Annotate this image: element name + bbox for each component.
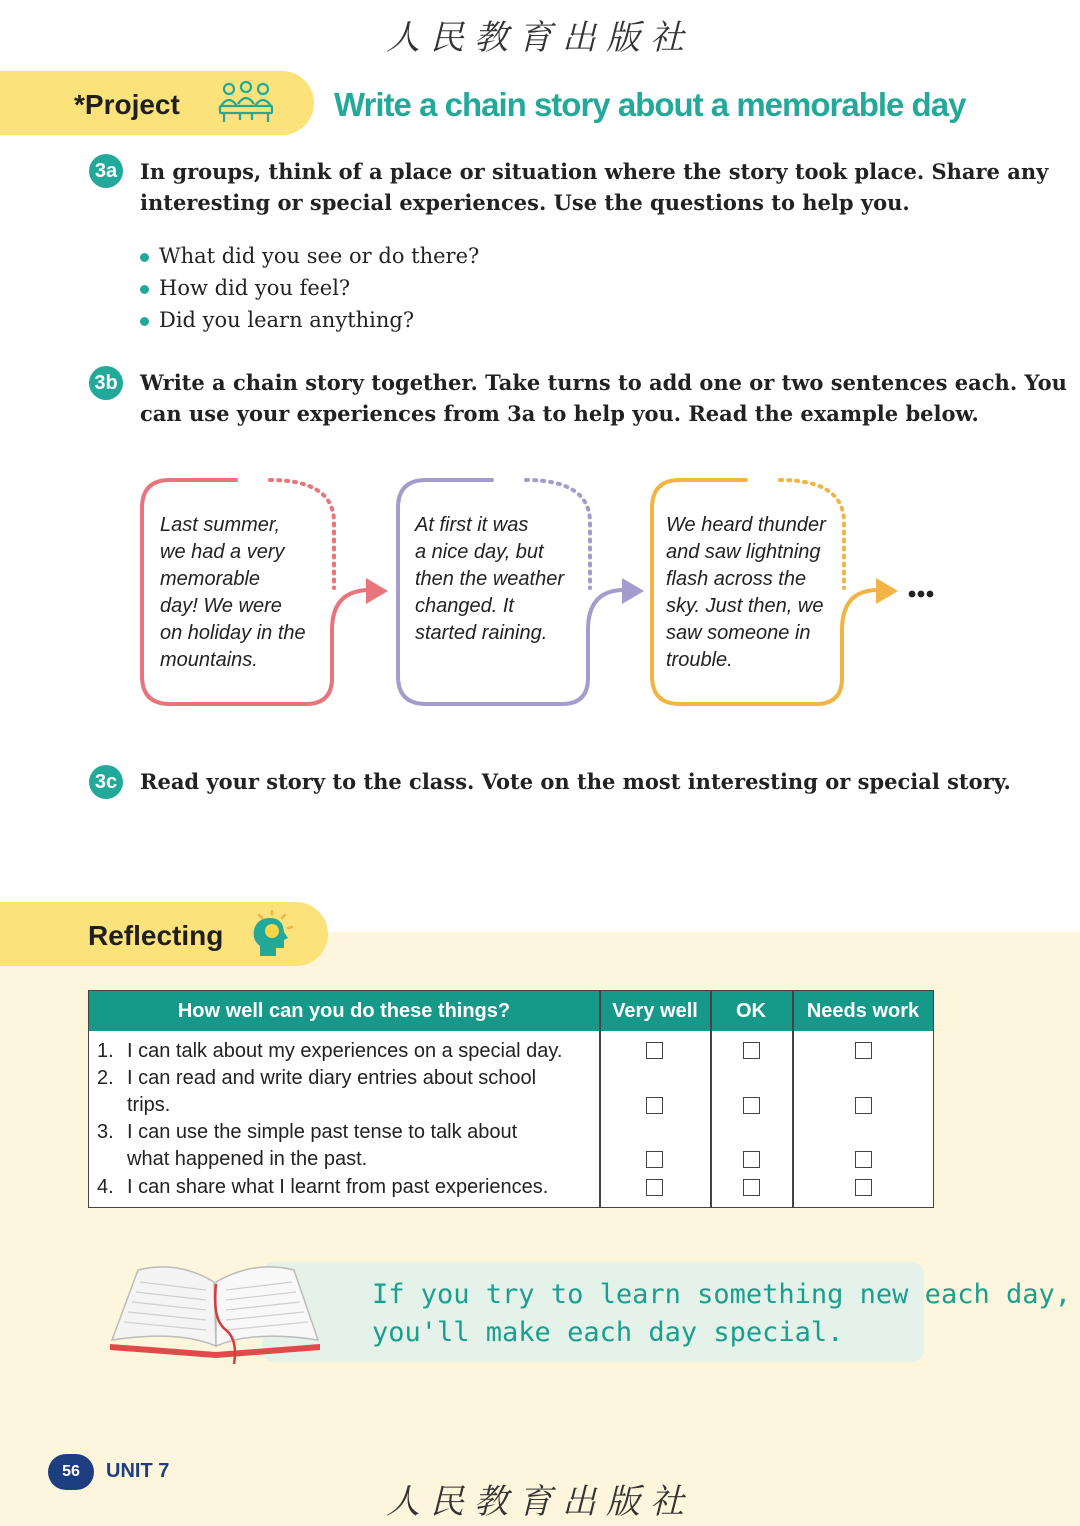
task-3b-line-2: can use your experiences from 3a to help you. Read the example below. (140, 401, 979, 426)
column-divider (710, 991, 712, 1207)
checkbox-item2-needs-work[interactable] (855, 1097, 872, 1114)
header-cell-needs-work: Needs work (806, 1000, 920, 1022)
task-badge-3a: 3a (89, 154, 123, 188)
checkbox-item4-ok[interactable] (743, 1179, 760, 1196)
question-list (140, 240, 479, 336)
table-row: 2. I can read and write diary entries about school trips. (97, 1067, 537, 1116)
task-3a-line-1: In groups, think of a place or situation where the story took place. Share any (140, 159, 1049, 184)
checkbox-item4-needs-work[interactable] (855, 1179, 872, 1196)
project-title: Write a chain story about a memorable day (334, 86, 966, 123)
column-divider (792, 991, 794, 1207)
bullet-icon (140, 253, 149, 262)
page-number: 56 (48, 1454, 94, 1490)
task-3a-line-2: interesting or special experiences. Use the questions to help you. (140, 190, 910, 215)
open-book-icon (108, 1260, 324, 1368)
table-row: 1. I can talk about my experiences on a special day. (97, 1040, 563, 1062)
checkbox-item1-ok[interactable] (743, 1042, 760, 1059)
checkbox-item4-very-well[interactable] (646, 1179, 663, 1196)
header-cell-ok: OK (736, 1000, 766, 1022)
list-item: What did you see or do there? (140, 240, 479, 272)
task-3c-text: Read your story to the class. Vote on the most interesting or special story. (140, 769, 1011, 794)
checkbox-item3-needs-work[interactable] (855, 1151, 872, 1168)
table-row: 3. I can use the simple past tense to talk about what happened in the past. (97, 1121, 518, 1170)
checkbox-item2-very-well[interactable] (646, 1097, 663, 1114)
list-item: How did you feel? (140, 272, 479, 304)
story-box-2: At first it was a nice day, but then the weather changed. It started raining. (415, 514, 564, 644)
project-label: *Project (74, 89, 180, 120)
checkbox-item1-very-well[interactable] (646, 1042, 663, 1059)
story-box-1: Last summer, we had a very memorable day! We were on holiday in the mountains. (160, 514, 306, 671)
group-work-icon (216, 80, 276, 126)
checkbox-item2-ok[interactable] (743, 1097, 760, 1114)
publisher-logo-bottom: 人民教育出版社 (386, 1482, 694, 1522)
story-box-3: We heard thunder and saw lightning flash across the sky. Just then, we saw someone in trouble. (666, 514, 826, 671)
checkbox-item1-needs-work[interactable] (855, 1042, 872, 1059)
list-item: Did you learn anything? (140, 304, 479, 336)
table-row: 4. I can share what I learnt from past experiences. (97, 1176, 549, 1198)
reflecting-label: Reflecting (88, 920, 224, 951)
quote-text: If you try to learn something new each day, you'll make each day special. (372, 1279, 1071, 1348)
publisher-logo-top: 人民教育出版社 (386, 18, 694, 58)
checkbox-item3-ok[interactable] (743, 1151, 760, 1168)
lightbulb-head-icon (250, 910, 294, 958)
task-3b-line-1: Write a chain story together. Take turns to add one or two sentences each. You (140, 370, 1067, 395)
self-assessment-table (88, 990, 934, 1208)
bullet-icon (140, 285, 149, 294)
checkbox-item3-very-well[interactable] (646, 1151, 663, 1168)
header-cell-very-well: Very well (612, 1000, 698, 1022)
task-badge-3c: 3c (89, 765, 123, 799)
unit-label: UNIT 7 (106, 1460, 170, 1482)
continuation-ellipsis-icon (909, 591, 934, 598)
column-divider (599, 991, 601, 1207)
task-badge-3b: 3b (89, 366, 123, 400)
bullet-icon (140, 317, 149, 326)
header-cell-skill: How well can you do these things? (177, 1000, 511, 1022)
